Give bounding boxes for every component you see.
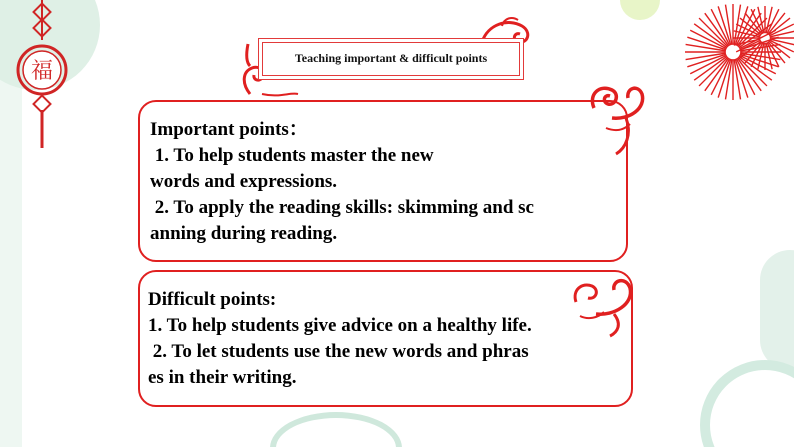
important-line-3: 2. To apply the reading skills: skimming and sc (150, 197, 534, 218)
page-title: Teaching important & difficult points (294, 51, 488, 65)
important-line-4: anning during reading. (150, 223, 338, 244)
difficult-line-3: es in their writing. (148, 367, 297, 388)
difficult-points-box (138, 270, 633, 407)
difficult-line-2: 2. To let students use the new words and phras (148, 341, 529, 362)
title-box (258, 38, 524, 80)
background-blob (760, 250, 794, 370)
important-line-2: words and expressions. (150, 171, 338, 192)
important-points-text (150, 117, 534, 247)
important-points-box (138, 100, 628, 262)
background-ring (700, 360, 794, 447)
cloud-swirl-icon (586, 78, 656, 158)
background-ring (270, 412, 402, 447)
chinese-knot-ornament-icon (12, 0, 72, 150)
difficult-heading: Difficult points: (148, 289, 277, 310)
cloud-swirl-icon (568, 268, 643, 338)
background-blob (620, 0, 660, 20)
important-line-1: 1. To help students master the new (150, 145, 434, 166)
difficult-line-1: 1. To help students give advice on a healthy life. (148, 315, 532, 336)
difficult-points-text (148, 287, 532, 391)
important-heading: Important points： (150, 119, 308, 140)
fu-character: 福 (30, 59, 54, 84)
fireworks-icon (655, 0, 794, 140)
